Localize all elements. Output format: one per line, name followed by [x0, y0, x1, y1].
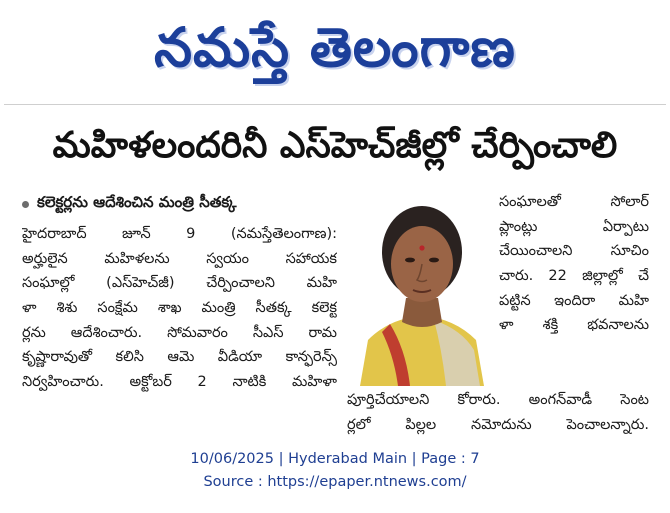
- portrait-illustration: [350, 190, 493, 386]
- article-headline: మహిళలందరినీ ఎస్‌హెచ్‌జీల్లో చేర్పించాలి: [52, 125, 618, 166]
- subhead-text: కలెక్టర్లను ఆదేశించిన మంత్రి సీతక్క: [37, 193, 237, 211]
- body-line: ళా శిశు సంక్షేమ శాఖ మంత్రి సీతక్క కలెక్ట: [22, 300, 337, 317]
- body-line: ర్లను ఆదేశించారు. సోమవారం సీఎస్‌ రామ: [22, 324, 337, 341]
- source-footer: [0, 448, 670, 494]
- footer-date-edition: 10/06/2025 | Hyderabad Main | Page : 7: [190, 451, 480, 467]
- body-line: నిర్వహించారు. అక్టోబర్‌ 2 నాటికి మహిళా: [22, 374, 337, 391]
- body-line: చేయించాలని సూచిం: [499, 243, 649, 260]
- article-subhead: [22, 190, 237, 218]
- body-line: అర్హులైన మహిళలను స్వయం సహాయక: [22, 250, 337, 267]
- body-line: ర్లలో పిల్లల నమోదును పెంచాలన్నారు.: [347, 416, 649, 433]
- body-line: హైదరాబాద్‌ జూన్‌ 9 (నమస్తేతెలంగాణ):: [22, 226, 337, 242]
- body-line: కృష్ణారావుతో కలిసి ఆమె వీడియా కాన్ఫరెన్స్‌: [22, 349, 337, 366]
- masthead-logo: నమస్తే తెలంగాణ: [154, 16, 516, 79]
- bullet-icon: [22, 201, 29, 208]
- body-line: సంఘాలతో సోలార్‌: [499, 194, 649, 210]
- body-line: సంఘాల్లో (ఎస్‌హెచ్‌జీ) చేర్పించాలని మహి: [22, 275, 337, 292]
- body-column-right: [499, 190, 649, 338]
- minister-photo: [350, 190, 493, 386]
- body-line: పూర్తిచేయాలని కోరారు. అంగన్‌వాడీ సెంట: [347, 392, 649, 408]
- body-line: ప్లాంట్లు ఏర్పాటు: [499, 218, 649, 235]
- footer-source: Source : https://epaper.ntnews.com/: [203, 474, 467, 490]
- body-column-left: [22, 222, 337, 395]
- masthead: [0, 0, 670, 100]
- body-line: చారు. 22 జిల్లాల్లో చే: [499, 268, 649, 285]
- header-divider: [4, 104, 666, 105]
- body-column-bottom: [347, 388, 649, 437]
- body-line: పట్టిన ఇందిరా మహి: [499, 292, 649, 309]
- body-line: ళా శక్తి భవనాలను: [499, 317, 649, 334]
